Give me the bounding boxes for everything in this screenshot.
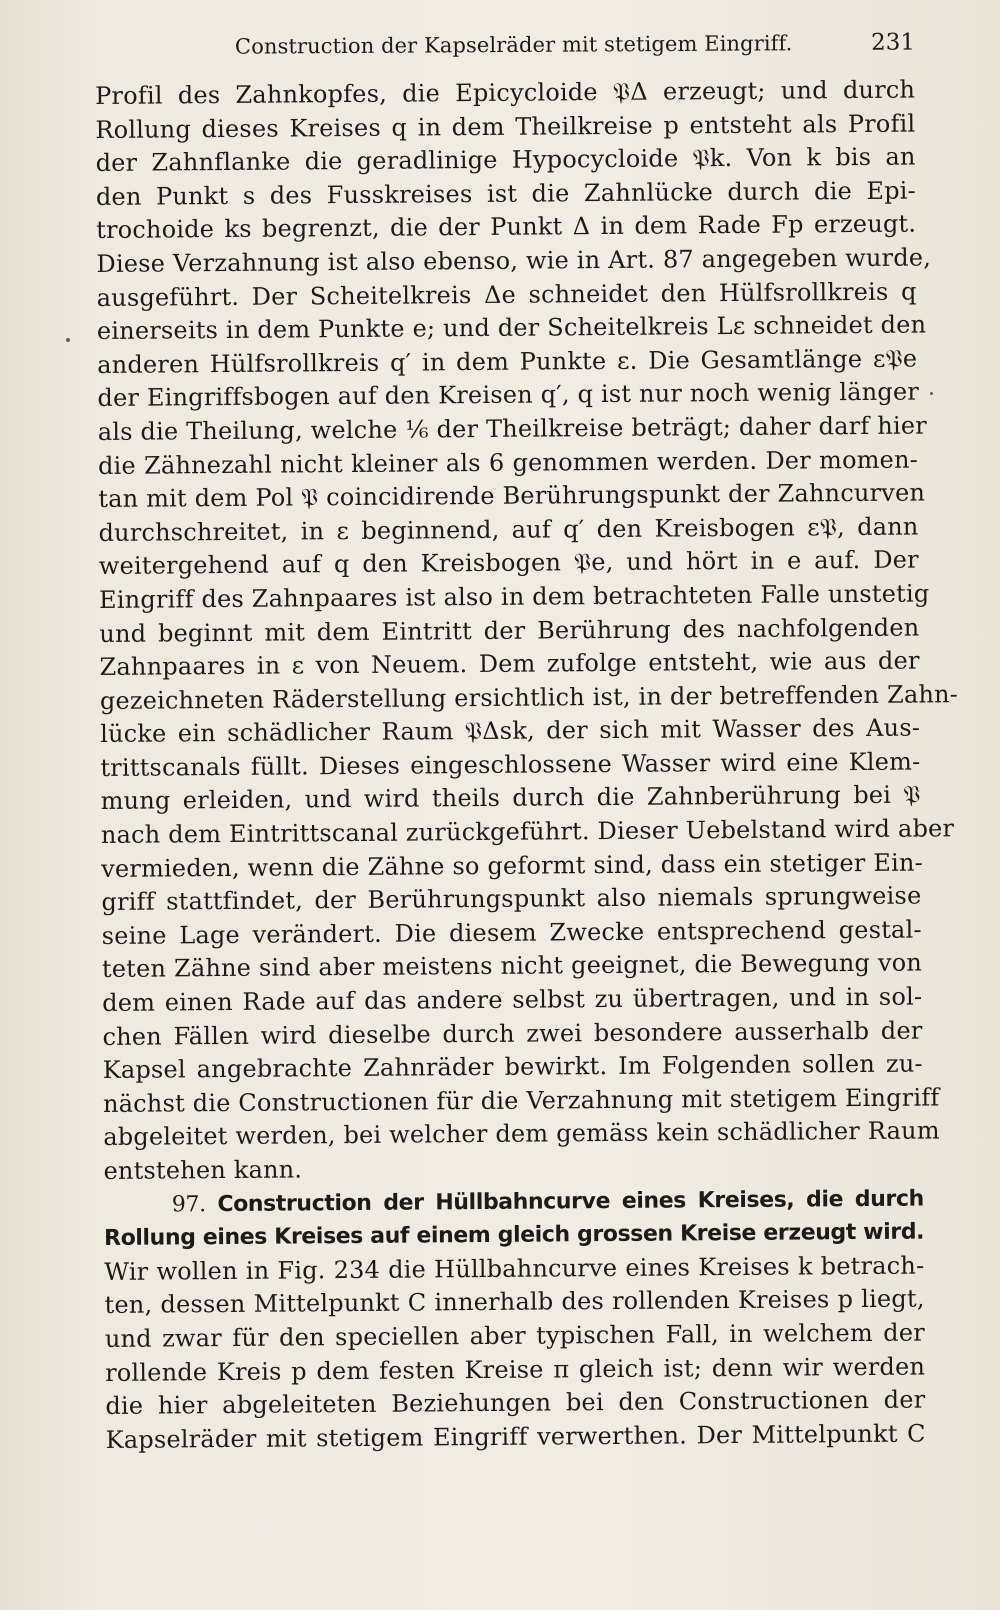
text-line: Kapsel angebrachte Zahnräder bewirkt. Im Folgenden sollen zu-	[102, 1049, 923, 1085]
text-line: mung erleiden, und wird theils durch die Zahnberührung bei 𝔓	[100, 781, 921, 816]
text-line: ausgeführt. Der Scheitelkreis Δe schneidet den Hülfsrollkreis q	[96, 277, 917, 312]
text-line: Kapselräder mit stetigem Eingriff verwerthen. Der Mittelpunkt C	[105, 1419, 926, 1454]
text-line: Eingriff des Zahnpaares ist also in dem betrachteten Falle unstetig	[98, 579, 930, 614]
text-line: tan mit dem Pol 𝔓 coincidirende Berührungspunkt der Zahncurven	[98, 478, 926, 514]
running-head-title: Construction der Kapselräder mit stetigem Eingriff.	[234, 31, 793, 59]
text-line: weitergehend auf q den Kreisbogen 𝔓e, und hört in e auf. Der	[98, 545, 919, 581]
text-line: entstehen kann.	[103, 1155, 303, 1185]
text-line: ten, dessen Mittelpunkt C innerhalb des rollenden Kreises p liegt,	[104, 1284, 925, 1320]
text-line: die Zähnezahl nicht kleiner als 6 genommen werden. Der momen-	[97, 445, 919, 480]
text-line: und zwar für den speciellen aber typischen Fall, in welchem der	[104, 1318, 925, 1353]
page-number: 231	[870, 29, 916, 56]
text-line: der Zahnflanke die geradlinige Hypocycloide 𝔓k. Von k bis an	[95, 142, 916, 178]
text-line: vermieden, wenn die Zähne so geformt sind, dass ein stetiger Ein-	[101, 848, 924, 883]
body-text	[95, 74, 959, 1458]
running-head	[95, 29, 915, 64]
ink-speck	[930, 392, 933, 395]
text-line: lücke ein schädlicher Raum 𝔓Δsk, der sich mit Wasser des Aus-	[100, 713, 921, 749]
text-line: Rollung dieses Kreises q in dem Theilkreise p entsteht als Profil	[95, 109, 916, 144]
text-line: seine Lage verändert. Die diesem Zwecke entsprechend gestal-	[101, 915, 922, 950]
text-line: Profil des Zahnkopfes, die Epicycloide 𝔓Δ erzeugt; und durch	[95, 75, 916, 110]
text-line: nächst die Constructionen für die Verzahnung mit stetigem Eingriff	[102, 1083, 940, 1118]
text-line: Zahnpaares in ε von Neuem. Dem zufolge entsteht, wie aus der	[99, 646, 920, 682]
text-line: der Eingriffsbogen auf den Kreisen q′, q ist nur noch wenig länger	[97, 377, 920, 413]
text-line: griff stattfindet, der Berührungspunkt also niemals sprungweise	[101, 881, 922, 917]
text-line: Wir wollen in Fig. 234 die Hüllbahncurve eines Kreises k betrach-	[104, 1251, 925, 1286]
section-number: 97.	[171, 1191, 206, 1218]
text-line: und beginnt mit dem Eintritt der Berührung des nachfolgenden	[99, 613, 920, 648]
text-line: chen Fällen wird dieselbe durch zwei besondere ausserhalb der	[102, 1016, 923, 1051]
text-line: trittscanals füllt. Dieses eingeschlossene Wasser wird eine Klem-	[100, 747, 921, 782]
ink-speck	[66, 338, 70, 342]
text-line: nach dem Eintrittscanal zurückgeführt. Dieser Uebelstand wird aber	[100, 814, 955, 850]
text-line: anderen Hülfsrollkreis q′ in dem Punkte ε. Die Gesamtlänge ε𝔓e	[97, 344, 918, 379]
text-line: abgeleitet werden, bei welcher dem gemäss kein schädlicher Raum	[103, 1116, 940, 1152]
text-line: den Punkt s des Fusskreises ist die Zahnlücke durch die Epi-	[95, 176, 917, 211]
text-line: durchschreitet, in ε beginnend, auf q′ den Kreisbogen ε𝔓, dann	[98, 512, 919, 547]
text-line: als die Theilung, welche ⅙ der Theilkreise beträgt; daher darf hier	[97, 411, 928, 446]
text-line: Diese Verzahnung ist also ebenso, wie in Art. 87 angegeben wurde,	[96, 243, 932, 278]
section-heading-continued: Rollung eines Kreises auf einem gleich grossen Kreise erzeugt wird.	[104, 1219, 925, 1252]
text-line: gezeichneten Räderstellung ersichtlich ist, in der betreffenden Zahn-	[99, 679, 959, 715]
text-line: trochoide ks begrenzt, die der Punkt Δ in dem Rade Fp erzeugt.	[96, 209, 917, 245]
text-line: einerseits in dem Punkte e; und der Scheitelkreis Lε schneidet den	[96, 310, 927, 346]
text-line: rollende Kreis p dem festen Kreise π gleich ist; denn wir werden	[105, 1352, 926, 1387]
text-line: teten Zähne sind aber meistens nicht geeignet, die Bewegung von	[101, 948, 923, 984]
section-heading-part1: Construction der Hüllbahncurve eines Kreises, die durch	[217, 1186, 924, 1217]
text-line: die hier abgeleiteten Beziehungen bei den Constructionen der	[105, 1385, 926, 1421]
text-line: dem einen Rade auf das andere selbst zu übertragen, und in sol-	[102, 982, 923, 1018]
